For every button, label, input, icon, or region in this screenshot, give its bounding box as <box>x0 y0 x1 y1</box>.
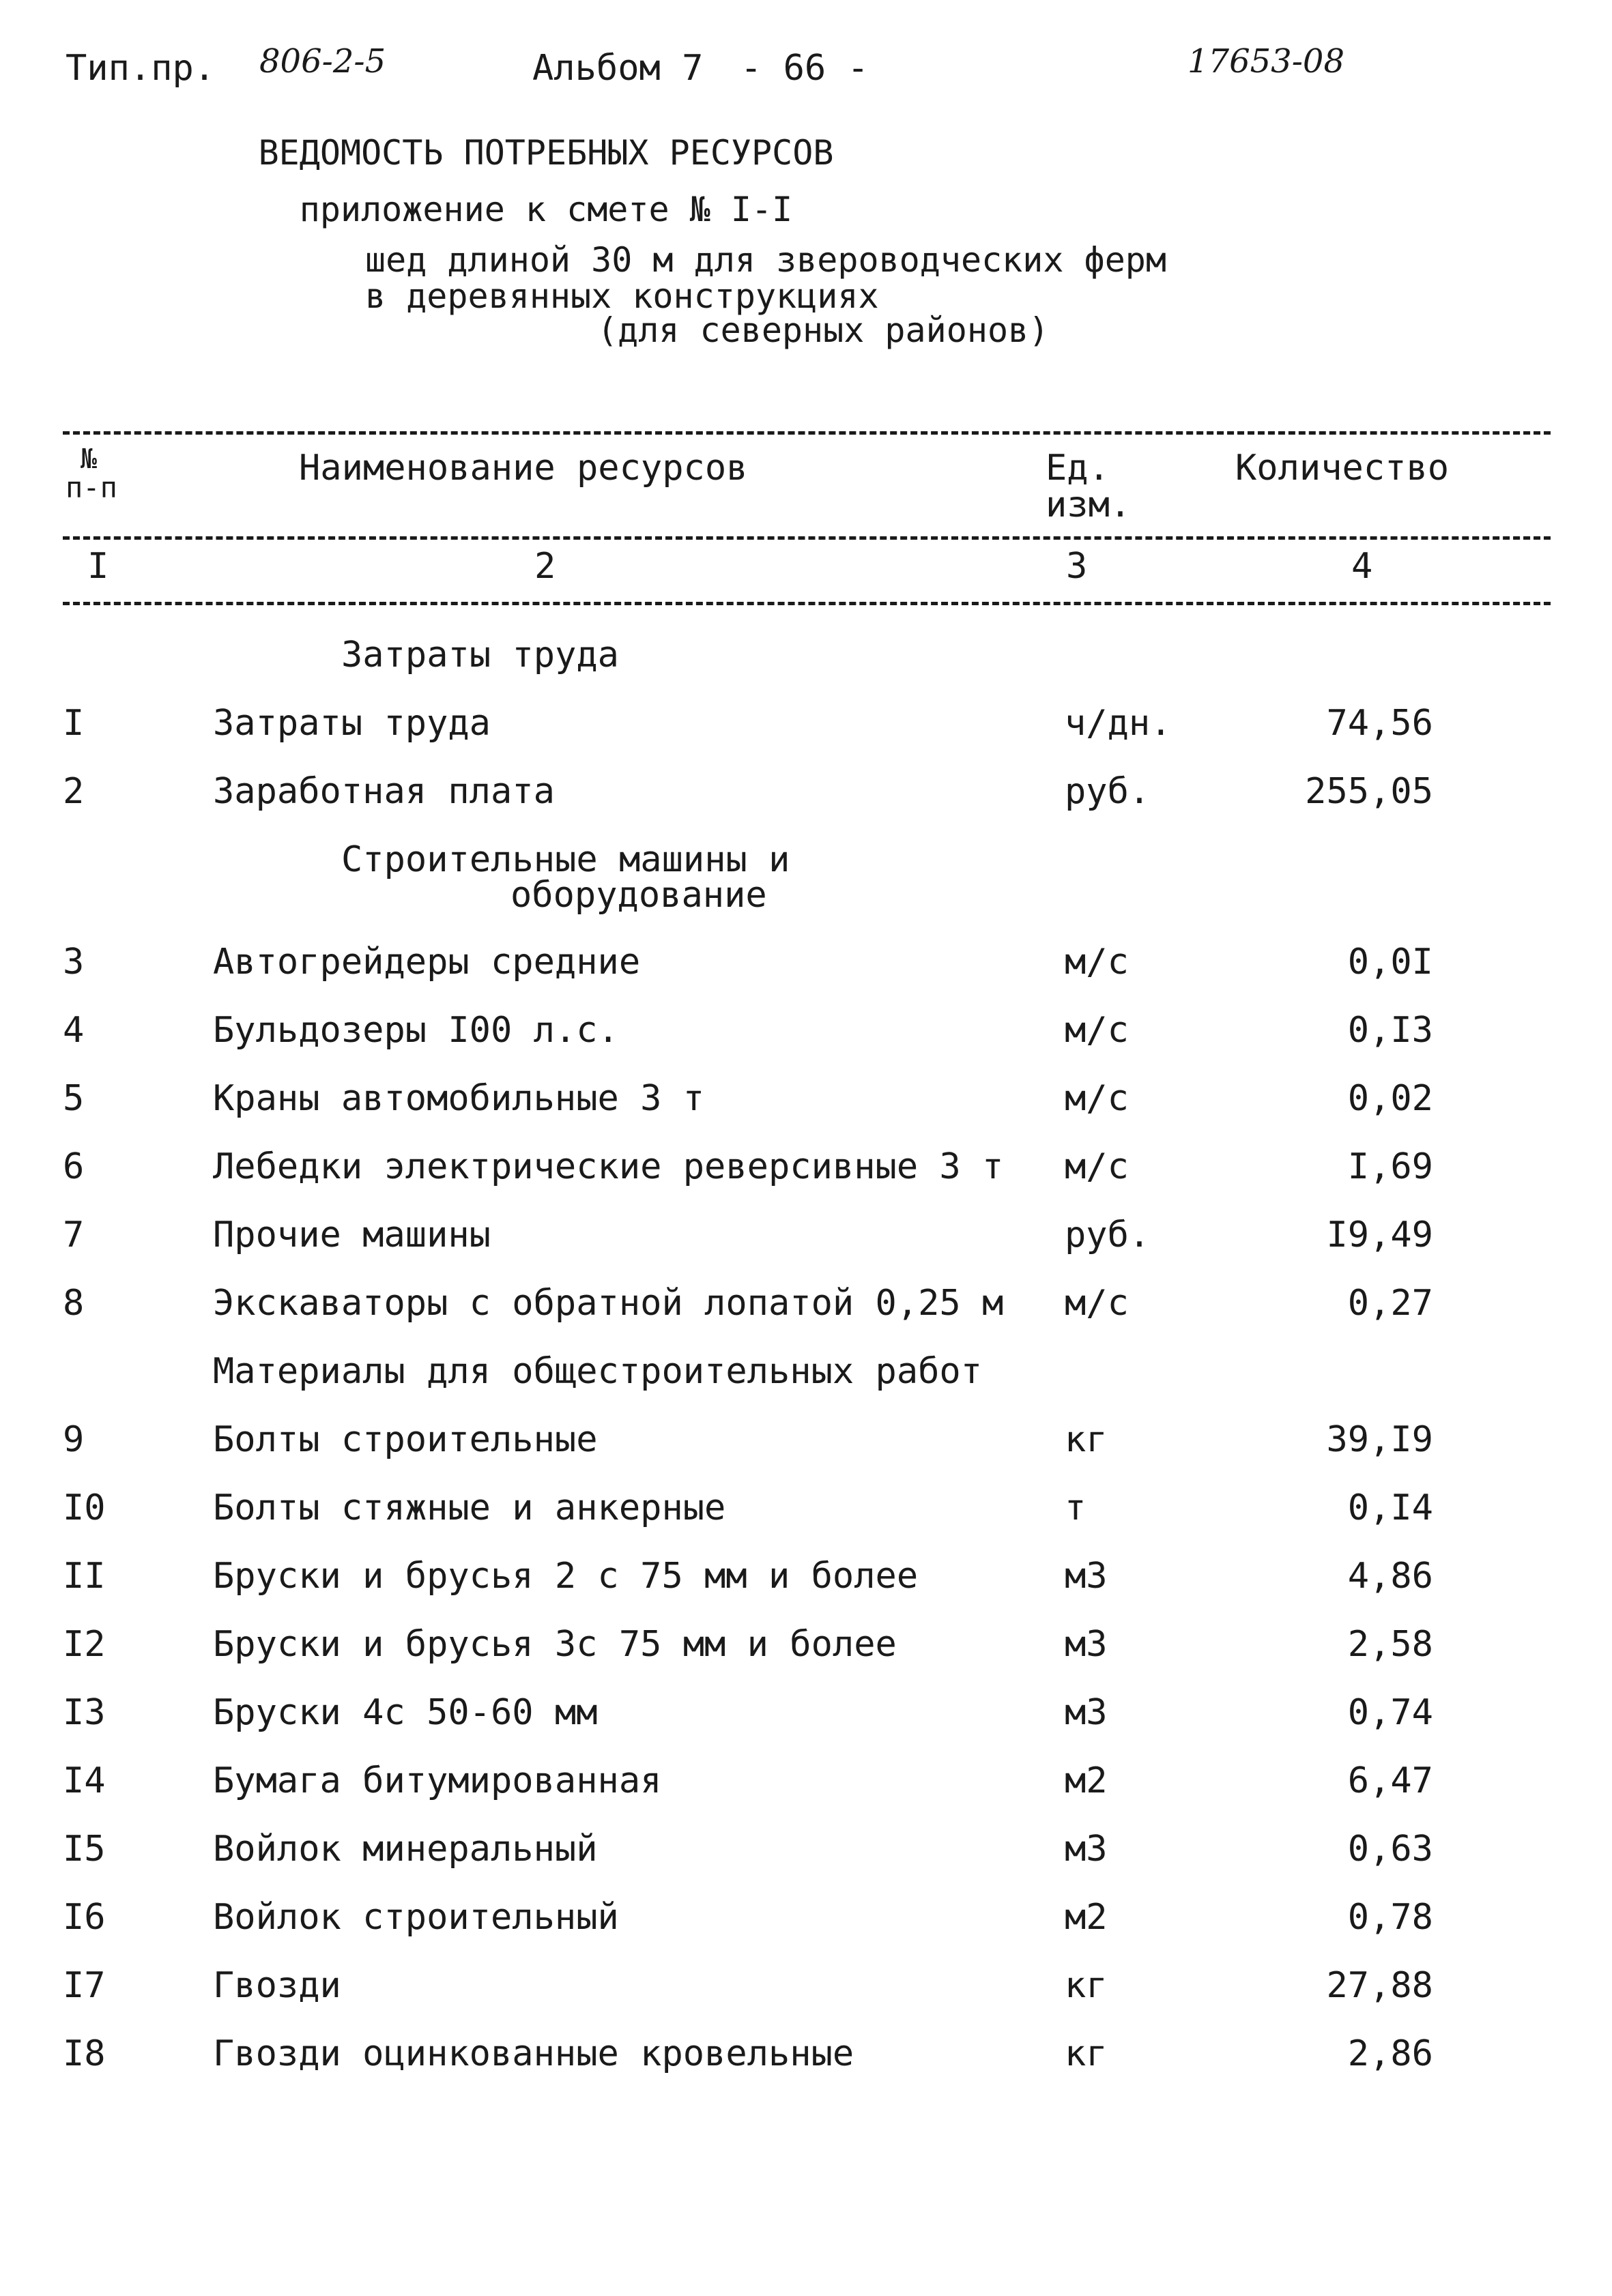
row-unit: м/с <box>1065 1283 1129 1324</box>
doc-number: 17653-08 <box>1188 42 1344 81</box>
table-header-rule <box>63 536 1551 540</box>
col-unit-header-bottom: изм. <box>1046 484 1132 525</box>
row-unit: руб. <box>1065 1215 1151 1255</box>
table-row <box>0 1419 1612 1474</box>
row-unit: м/с <box>1065 1078 1129 1119</box>
row-quantity: 2,58 <box>1347 1624 1433 1665</box>
table-index-rule <box>63 602 1551 605</box>
row-resource-name: Болты строительные <box>213 1419 598 1460</box>
table-row <box>0 1146 1612 1201</box>
row-unit: м3 <box>1065 1624 1108 1665</box>
row-resource-name: Экскаваторы с обратной лопатой 0,25 м <box>213 1283 1004 1324</box>
doc-subtitle: приложение к смете № I-I <box>299 190 793 229</box>
row-resource-name: Гвозди <box>213 1965 341 2006</box>
row-number: 2 <box>63 771 85 812</box>
section-title-continued: оборудование <box>510 875 767 916</box>
index-col-4: 4 <box>1351 546 1373 587</box>
doc-object-construction: в деревянных конструкциях <box>365 276 879 316</box>
row-unit: м/с <box>1065 942 1129 983</box>
row-resource-name: Бруски и брусья 2 с 75 мм и более <box>213 1556 919 1597</box>
row-quantity: I,69 <box>1347 1146 1433 1187</box>
row-resource-name: Войлок строительный <box>213 1897 619 1938</box>
table-row <box>0 1760 1612 1815</box>
row-quantity: 0,02 <box>1347 1078 1433 1119</box>
table-row <box>0 1965 1612 2020</box>
row-resource-name: Бруски и брусья 3с 75 мм и более <box>213 1624 897 1665</box>
album-label: Альбом 7 <box>532 48 704 89</box>
doc-object-region: (для северных районов) <box>597 310 1050 350</box>
row-quantity: 4,86 <box>1347 1556 1433 1597</box>
table-row <box>0 1624 1612 1679</box>
row-quantity: I9,49 <box>1326 1215 1433 1255</box>
index-col-2: 2 <box>534 546 556 587</box>
index-col-1: I <box>87 546 109 587</box>
row-resource-name: Затраты труда <box>213 703 491 744</box>
table-row <box>0 1897 1612 1951</box>
table-row <box>0 942 1612 996</box>
row-quantity: 0,74 <box>1347 1692 1433 1733</box>
row-resource-name: Бумага битумированная <box>213 1760 662 1801</box>
row-unit: м2 <box>1065 1897 1108 1938</box>
row-quantity: 2,86 <box>1347 2033 1433 2074</box>
row-number: I3 <box>63 1692 106 1733</box>
row-number: I4 <box>63 1760 106 1801</box>
row-resource-name: Бульдозеры I00 л.с. <box>213 1010 619 1051</box>
row-resource-name: Болты стяжные и анкерные <box>213 1487 726 1528</box>
row-unit: м2 <box>1065 1760 1108 1801</box>
row-number: I8 <box>63 2033 106 2074</box>
section-title: Материалы для общестроительных работ <box>213 1351 983 1392</box>
row-number: I5 <box>63 1829 106 1870</box>
row-unit: кг <box>1065 1419 1108 1460</box>
row-number: I0 <box>63 1487 106 1528</box>
row-resource-name: Автогрейдеры средние <box>213 942 641 983</box>
row-unit: м3 <box>1065 1556 1108 1597</box>
col-name-header: Наименование ресурсов <box>299 448 748 489</box>
table-row <box>0 1215 1612 1269</box>
table-row <box>0 2033 1612 2088</box>
col-num-header-bottom: п-п <box>66 471 117 504</box>
col-unit-header-top: Ед. <box>1046 448 1110 489</box>
page-number: - 66 - <box>740 48 869 89</box>
section-title: Строительные машины и <box>341 839 790 880</box>
doc-object: шед длиной 30 м для звероводческих ферм <box>365 240 1166 280</box>
row-unit: кг <box>1065 1965 1108 2006</box>
row-quantity: 6,47 <box>1347 1760 1433 1801</box>
table-row <box>0 1829 1612 1883</box>
table-top-rule <box>63 431 1551 435</box>
row-number: 7 <box>63 1215 85 1255</box>
row-quantity: 255,05 <box>1305 771 1433 812</box>
row-quantity: 0,0I <box>1347 942 1433 983</box>
row-unit: м/с <box>1065 1146 1129 1187</box>
doc-title: ВЕДОМОСТЬ ПОТРЕБНЫХ РЕСУРСОВ <box>258 133 834 173</box>
type-label: Тип.пр. <box>66 48 216 89</box>
row-unit: руб. <box>1065 771 1151 812</box>
row-unit: т <box>1065 1487 1086 1528</box>
table-row <box>0 1078 1612 1133</box>
row-unit: м3 <box>1065 1692 1108 1733</box>
row-quantity: 27,88 <box>1326 1965 1433 2006</box>
row-quantity: 0,27 <box>1347 1283 1433 1324</box>
row-number: 3 <box>63 942 85 983</box>
table-row <box>0 703 1612 757</box>
row-resource-name: Прочие машины <box>213 1215 491 1255</box>
row-number: II <box>63 1556 106 1597</box>
row-quantity: 0,63 <box>1347 1829 1433 1870</box>
row-unit: кг <box>1065 2033 1108 2074</box>
row-quantity: 0,I4 <box>1347 1487 1433 1528</box>
row-quantity: 0,I3 <box>1347 1010 1433 1051</box>
index-col-3: 3 <box>1066 546 1088 587</box>
row-number: I7 <box>63 1965 106 2006</box>
row-unit: ч/дн. <box>1065 703 1172 744</box>
row-number: 8 <box>63 1283 85 1324</box>
row-unit: м3 <box>1065 1829 1108 1870</box>
table-row <box>0 771 1612 826</box>
table-row <box>0 1556 1612 1610</box>
row-number: I <box>63 703 85 744</box>
row-quantity: 74,56 <box>1326 703 1433 744</box>
row-number: 6 <box>63 1146 85 1187</box>
row-resource-name: Гвозди оцинкованные кровельные <box>213 2033 854 2074</box>
row-number: 4 <box>63 1010 85 1051</box>
row-number: 9 <box>63 1419 85 1460</box>
row-quantity: 39,I9 <box>1326 1419 1433 1460</box>
type-code: 806-2-5 <box>259 42 386 81</box>
table-row <box>0 1487 1612 1542</box>
table-row <box>0 1010 1612 1064</box>
section-title: Затраты труда <box>341 635 619 675</box>
table-row <box>0 1692 1612 1747</box>
row-resource-name: Лебедки электрические реверсивные 3 т <box>213 1146 1004 1187</box>
row-number: 5 <box>63 1078 85 1119</box>
table-row <box>0 1283 1612 1337</box>
row-number: I6 <box>63 1897 106 1938</box>
row-unit: м/с <box>1065 1010 1129 1051</box>
row-resource-name: Бруски 4с 50-60 мм <box>213 1692 598 1733</box>
col-num-header-top: № <box>81 444 98 475</box>
row-quantity: 0,78 <box>1347 1897 1433 1938</box>
row-resource-name: Краны автомобильные 3 т <box>213 1078 705 1119</box>
row-resource-name: Заработная плата <box>213 771 555 812</box>
row-number: I2 <box>63 1624 106 1665</box>
col-qty-header: Количество <box>1235 448 1450 489</box>
row-resource-name: Войлок минеральный <box>213 1829 598 1870</box>
